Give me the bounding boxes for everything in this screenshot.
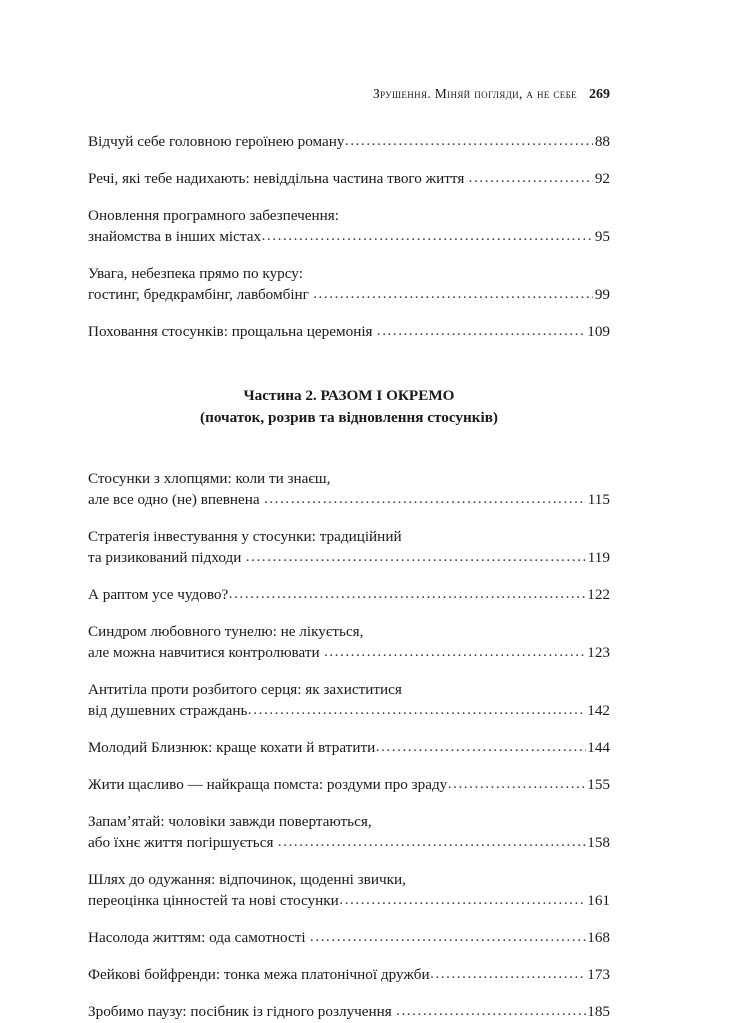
toc-entry[interactable]: [88, 263, 610, 305]
toc-entry[interactable]: [88, 774, 610, 795]
toc-entry-page-number: 158: [587, 834, 610, 851]
toc-entry-title-line: Жити щасливо — найкраща помста: роздуми про зраду: [88, 776, 448, 793]
toc-entry-title-line: Насолода життям: ода самотності: [88, 929, 310, 946]
toc-entry[interactable]: [88, 205, 610, 247]
toc-entry-last-line: [88, 1001, 610, 1022]
table-of-contents: [88, 131, 610, 1022]
toc-entry[interactable]: [88, 811, 610, 853]
toc-entry[interactable]: [88, 679, 610, 721]
toc-entry-title-line: або їхнє життя погіршується: [88, 834, 278, 851]
running-header: [88, 86, 610, 104]
toc-section-before-part: [88, 131, 610, 342]
toc-entry-last-line: [88, 700, 610, 721]
toc-entry[interactable]: [88, 927, 610, 948]
running-header-title: Зрушення. Міняй погляди, а не себе: [373, 86, 577, 101]
toc-entry-title-line: Стосунки з хлопцями: коли ти знаєш,: [88, 470, 331, 487]
running-header-page-number: 269: [589, 87, 610, 102]
toc-entry-last-line: [88, 584, 610, 605]
part-heading: [88, 385, 610, 428]
toc-entry-title-line: Поховання стосунків: прощальна церемонія: [88, 323, 377, 340]
toc-dot-leader: [229, 583, 586, 604]
toc-dot-leader: [278, 831, 586, 852]
toc-entry[interactable]: [88, 168, 610, 189]
toc-entry-title-line: Оновлення програмного забезпечення:: [88, 207, 339, 224]
toc-entry[interactable]: [88, 321, 610, 342]
toc-entry-last-line: [88, 832, 610, 853]
toc-entry-title-line: Антитіла проти розбитого серця: як захиститися: [88, 681, 402, 698]
part-heading-subtitle: (початок, розрив та відновлення стосунків): [200, 408, 498, 426]
toc-entry-page-number: 155: [587, 776, 610, 793]
toc-entry-title-line: Речі, які тебе надихають: невіддільна частина твого життя: [88, 170, 469, 187]
toc-dot-leader: [310, 926, 586, 947]
toc-entry-title-line: Шлях до одужання: відпочинок, щоденні звички,: [88, 871, 406, 888]
toc-dot-leader: [264, 488, 586, 509]
toc-entry-page-number: 173: [587, 966, 610, 983]
toc-entry[interactable]: [88, 584, 610, 605]
toc-entry-last-line: [88, 890, 610, 911]
toc-entry-page-number: 122: [587, 586, 610, 603]
toc-entry[interactable]: [88, 526, 610, 568]
toc-dot-leader: [339, 889, 585, 910]
toc-entry-last-line: [88, 284, 610, 305]
toc-entry-title-line: знайомства в інших містах: [88, 228, 262, 245]
toc-entry-title-line: переоцінка цінностей та нові стосунки: [88, 892, 339, 909]
toc-entry[interactable]: [88, 131, 610, 152]
part-heading-title: Частина 2. РАЗОМ І ОКРЕМО: [243, 387, 455, 404]
toc-entry-last-line: [88, 642, 610, 663]
toc-entry-title-line: Запамʼятай: чоловіки завжди повертаються,: [88, 813, 372, 830]
toc-entry-last-line: [88, 489, 610, 510]
toc-entry-title-line: але можна навчитися контролювати: [88, 644, 324, 661]
toc-entry[interactable]: [88, 737, 610, 758]
toc-entry-title-line: та ризикований підходи: [88, 549, 246, 566]
toc-section-after-part: [88, 468, 610, 1022]
toc-dot-leader: [376, 736, 586, 757]
toc-entry-title-line: Стратегія інвестування у стосунки: традиційний: [88, 528, 402, 545]
toc-entry-last-line: [88, 226, 610, 247]
toc-entry-last-line: [88, 547, 610, 568]
toc-dot-leader: [313, 283, 593, 304]
toc-dot-leader: [248, 699, 586, 720]
toc-entry-page-number: 185: [587, 1003, 610, 1020]
toc-entry[interactable]: [88, 964, 610, 985]
toc-entry-page-number: 115: [587, 491, 610, 508]
toc-entry-last-line: [88, 131, 610, 152]
toc-entry-title-line: Фейкові бойфренди: тонка межа платонічної дружби: [88, 966, 430, 983]
toc-entry-title-line: від душевних страждань: [88, 702, 248, 719]
toc-entry-page-number: 99: [594, 286, 610, 303]
part-heading-line-2: [88, 407, 610, 429]
toc-entry-title-line: Увага, небезпека прямо по курсу:: [88, 265, 303, 282]
toc-entry-page-number: 161: [587, 892, 610, 909]
toc-entry-title-line: гостинг, бредкрамбінг, лавбомбінг: [88, 286, 313, 303]
part-heading-line-1: [88, 385, 610, 407]
toc-dot-leader: [345, 130, 593, 151]
toc-entry-page-number: 144: [587, 739, 610, 756]
toc-entry-last-line: [88, 774, 610, 795]
toc-entry[interactable]: [88, 621, 610, 663]
toc-dot-leader: [448, 773, 586, 794]
toc-entry-last-line: [88, 321, 610, 342]
toc-entry-page-number: 95: [594, 228, 610, 245]
toc-entry-last-line: [88, 964, 610, 985]
toc-entry-page-number: 123: [587, 644, 610, 661]
toc-entry-page-number: 142: [587, 702, 610, 719]
toc-entry-page-number: 109: [587, 323, 610, 340]
toc-dot-leader: [246, 546, 587, 567]
toc-entry-title-line: Зробимо паузу: посібник із гідного розлучення: [88, 1003, 396, 1020]
toc-entry[interactable]: [88, 869, 610, 911]
toc-entry-page-number: 168: [587, 929, 610, 946]
toc-entry-title-line: Молодий Близнюк: краще кохати й втратити: [88, 739, 376, 756]
toc-entry[interactable]: [88, 468, 610, 510]
toc-entry-title-line: але все одно (не) впевнена: [88, 491, 264, 508]
toc-entry-last-line: [88, 737, 610, 758]
toc-entry-title-line: Синдром любовного тунелю: не лікується,: [88, 623, 364, 640]
toc-entry-last-line: [88, 927, 610, 948]
toc-dot-leader: [324, 641, 586, 662]
toc-entry-title-line: А раптом усе чудово?: [88, 586, 229, 603]
toc-entry-page-number: 88: [594, 133, 610, 150]
toc-entry-page-number: 119: [587, 549, 610, 566]
toc-entry-last-line: [88, 168, 610, 189]
toc-dot-leader: [430, 963, 586, 984]
toc-dot-leader: [469, 167, 594, 188]
toc-entry-title-line: Відчуй себе головною героїнею роману: [88, 133, 345, 150]
toc-dot-leader: [396, 1000, 586, 1021]
toc-dot-leader: [262, 225, 594, 246]
toc-entry-page-number: 92: [594, 170, 610, 187]
toc-entry[interactable]: [88, 1001, 610, 1022]
toc-dot-leader: [377, 320, 586, 341]
